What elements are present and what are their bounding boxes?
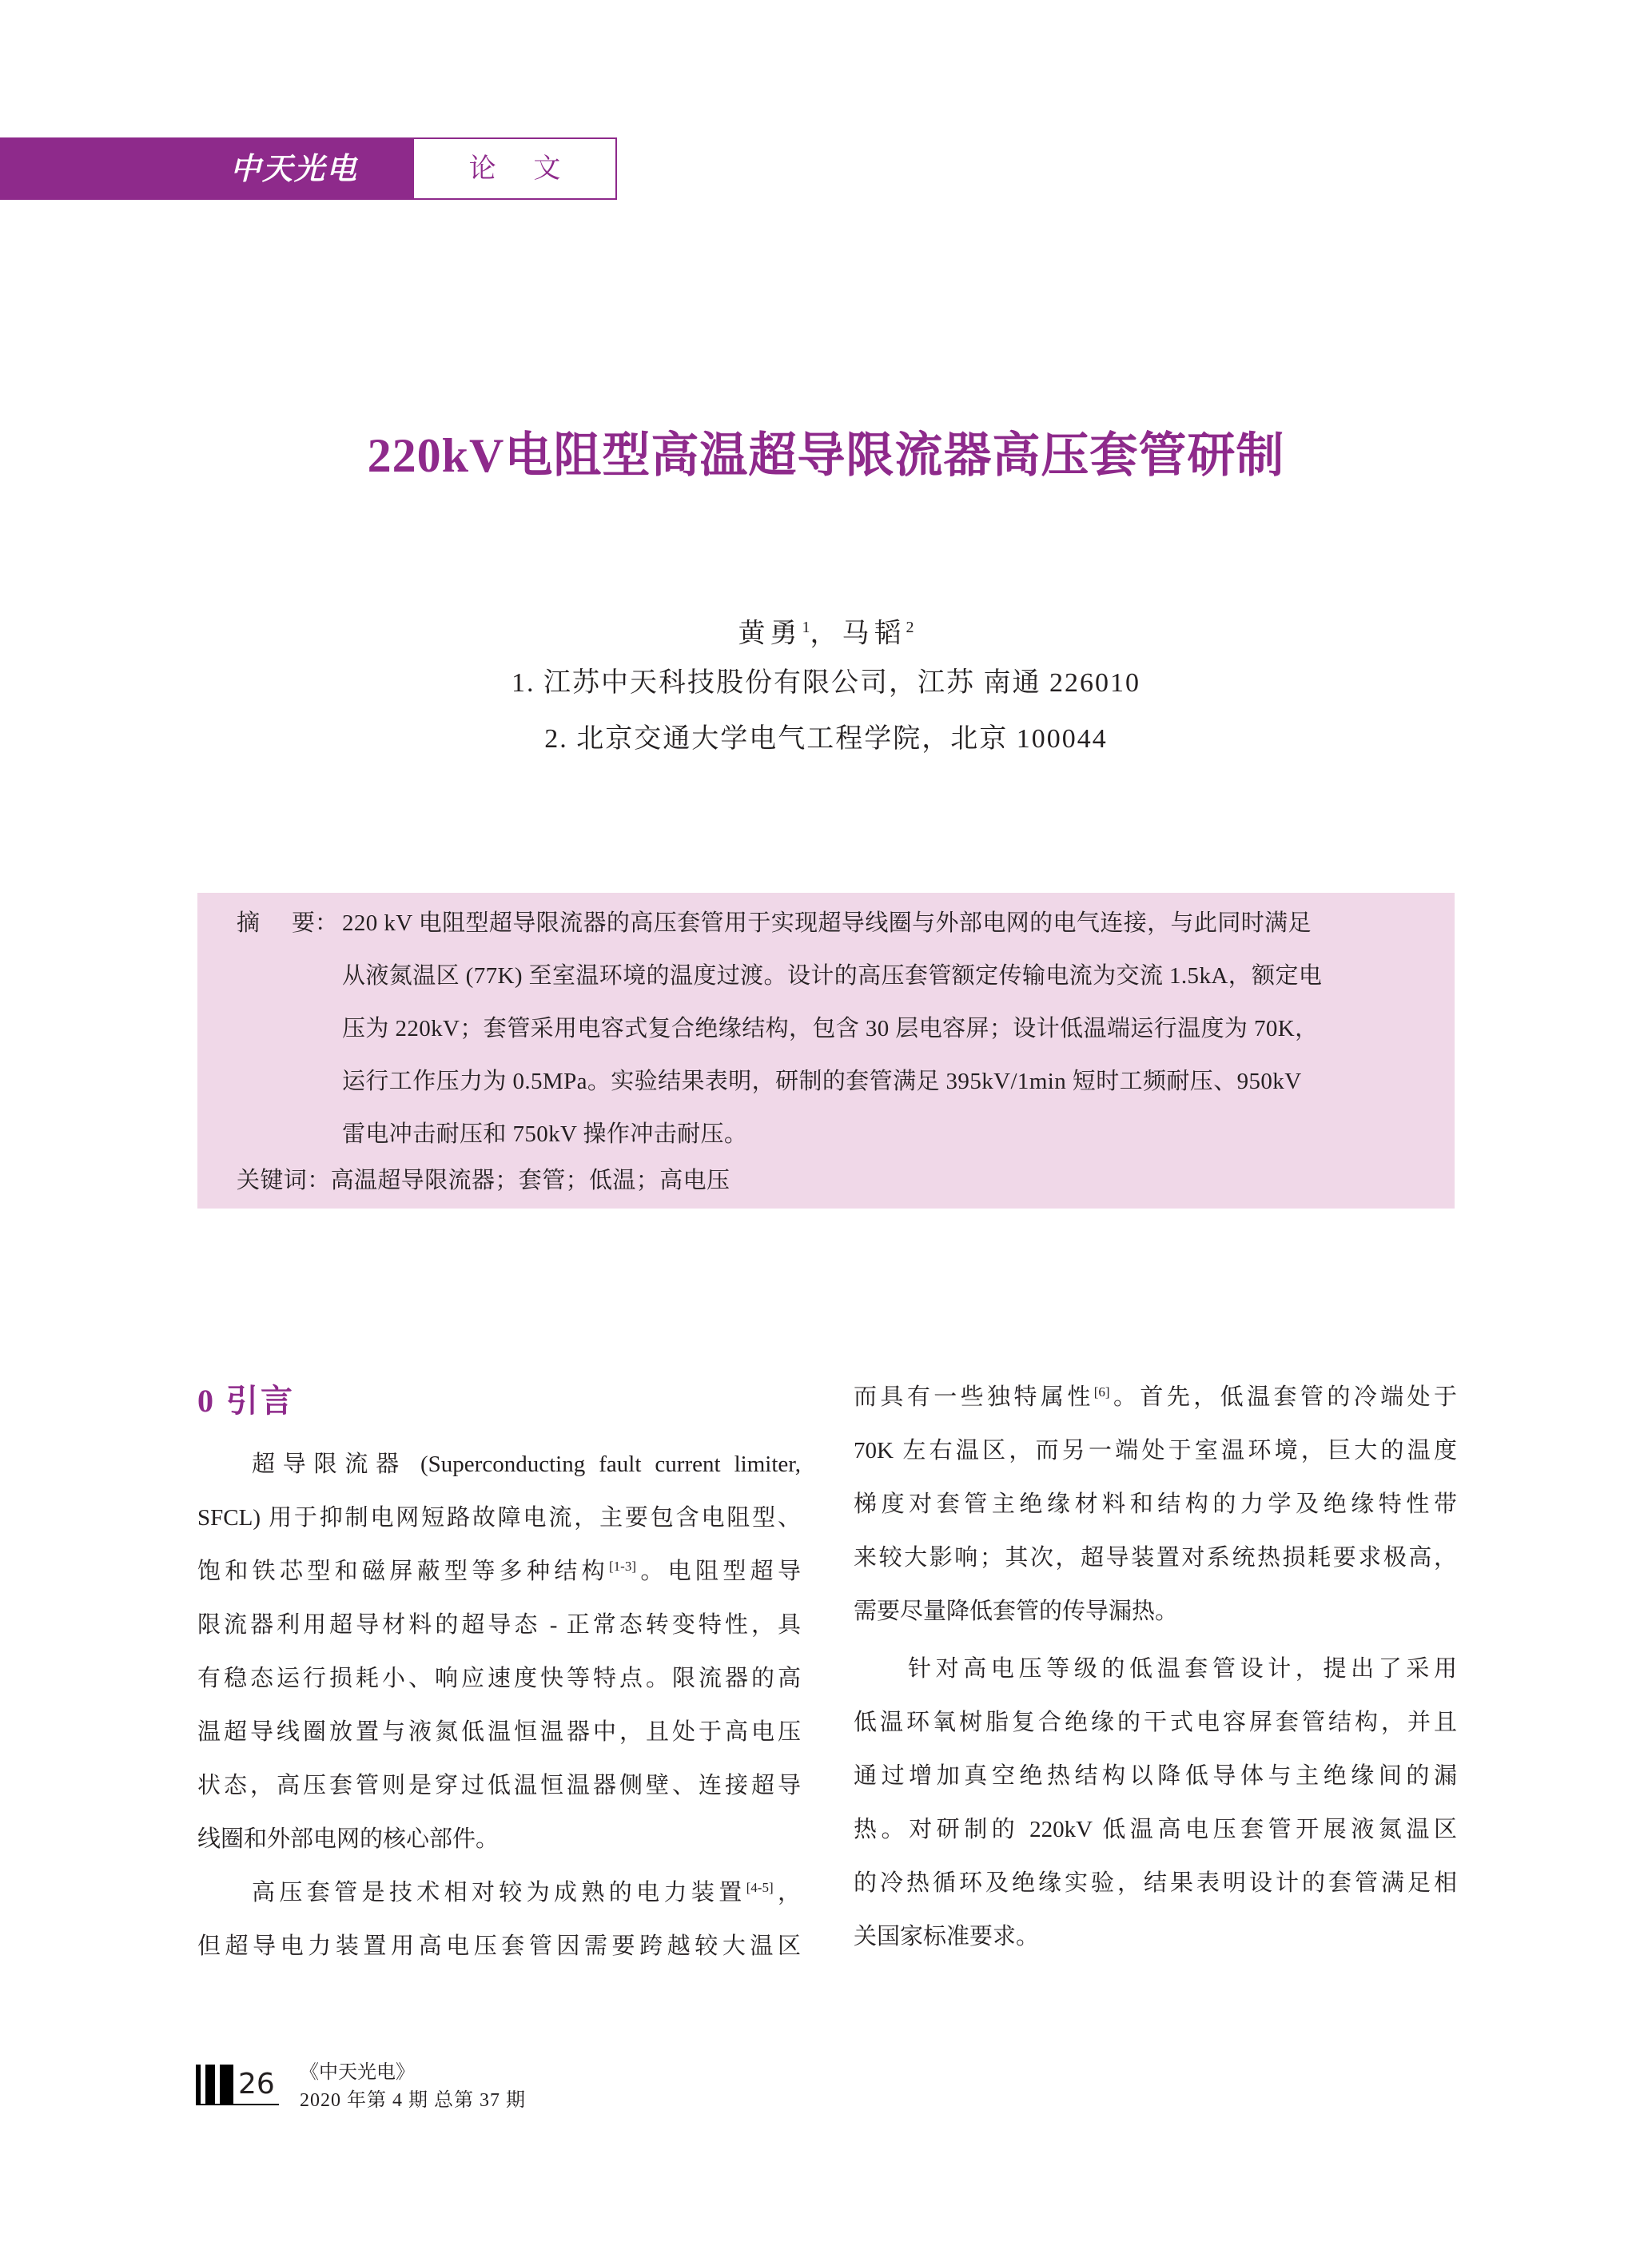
keywords-text: 高温超导限流器；套管；低温；高电压: [330, 1168, 730, 1193]
author-affiliation-sup: 2: [906, 619, 914, 636]
body-line: 温超导线圈放置与液氮低温恒温器中，且处于高电压: [197, 1719, 801, 1745]
section-heading: 0 引言: [197, 1383, 295, 1419]
abstract-label-b: 要：: [292, 910, 339, 936]
body-line: 限流器利用超导材料的超导态 - 正常态转变特性，具: [197, 1612, 801, 1638]
abstract-line: 雷电冲击耐压和 750kV 操作冲击耐压。: [342, 1121, 748, 1147]
keywords-label: 关键词：: [237, 1168, 331, 1193]
authors: [0, 607, 1652, 654]
body-text: 高压套管是技术相对较为成熟的电力装置: [252, 1880, 746, 1906]
body-line: [197, 1555, 801, 1587]
body-line: [197, 1877, 801, 1909]
keywords: [237, 1165, 730, 1197]
section-tag: [412, 137, 617, 200]
body-text: 。电阻型超导: [635, 1559, 801, 1584]
body-line: 来较大影响；其次，超导装置对系统热损耗要求极高，: [854, 1545, 1457, 1571]
abstract-line: 220 kV 电阻型超导限流器的高压套管用于实现超导线圈与外部电网的电气连接，与此同时满足: [342, 910, 1312, 936]
citation: [4-5]: [746, 1880, 774, 1895]
journal-name: 《中天光电》: [300, 2062, 415, 2083]
body-line: [854, 1381, 1457, 1413]
issue-info: 2020 年第 4 期 总第 37 期: [300, 2090, 526, 2111]
abstract-label: [237, 907, 338, 939]
abstract-box: [197, 893, 1455, 1209]
body-line: 通过增加真空绝热结构以降低导体与主绝缘间的漏: [854, 1763, 1457, 1789]
author-name: 马韬: [842, 619, 906, 649]
affiliation: 2. 北京交通大学电气工程学院，北京 100044: [544, 724, 1108, 754]
body-text: 而具有一些独特属性: [854, 1384, 1094, 1410]
body-line: 但超导电力装置用高电压套管因需要跨越较大温区: [197, 1933, 801, 1959]
body-line: 70K 左右温区，而另一端处于室温环境，巨大的温度: [854, 1438, 1457, 1463]
citation: [1-3]: [609, 1559, 636, 1574]
body-line: 状态，高压套管则是穿过低温恒温器侧壁、连接超导: [197, 1773, 801, 1798]
body-line: 低温环氧树脂复合绝缘的干式电容屏套管结构，并且: [854, 1710, 1457, 1735]
author-separator: ，: [810, 619, 842, 649]
author-name: 黄勇: [738, 619, 802, 649]
footer-rule: [196, 2104, 279, 2105]
author-affiliation-sup: 1: [802, 619, 810, 636]
abstract-line: 压为 220kV；套管采用电容式复合绝缘结构，包含 30 层电容屏；设计低温端运行温度为 70K，: [342, 1016, 1319, 1041]
body-line: 有稳态运行损耗小、响应速度快等特点。限流器的高: [197, 1666, 801, 1691]
journal-logo: 中天光电: [230, 150, 359, 186]
body-line: 关国家标准要求。: [854, 1924, 1040, 1949]
affiliation: 1. 江苏中天科技股份有限公司，江苏 南通 226010: [512, 668, 1140, 698]
paper-title: 220kV电阻型高温超导限流器高压套管研制: [367, 429, 1285, 482]
body-line: 针对高电压等级的低温套管设计，提出了采用: [908, 1656, 1457, 1682]
body-line: 梯度对套管主绝缘材料和结构的力学及绝缘特性带: [854, 1491, 1457, 1517]
body-line: 超导限流器 (Superconducting fault current limiter,: [252, 1452, 801, 1477]
body-text: 。首先，低温套管的冷端处于: [1109, 1384, 1457, 1410]
abstract-line: 从液氮温区 (77K) 至室温环境的温度过渡。设计的高压套管额定传输电流为交流 1.5kA，额定电: [342, 963, 1323, 989]
body-text: 饱和铁芯型和磁屏蔽型等多种结构: [197, 1559, 609, 1584]
abstract-label-a: 摘: [237, 910, 261, 936]
section-tag-label: 论 文: [468, 153, 575, 185]
body-line: SFCL) 用于抑制电网短路故障电流，主要包含电阻型、: [197, 1505, 801, 1531]
body-line: 需要尽量降低套管的传导漏热。: [854, 1599, 1179, 1624]
abstract-line: 运行工作压力为 0.5MPa。实验结果表明，研制的套管满足 395kV/1min 短时工频耐压、950kV: [342, 1069, 1302, 1094]
citation: [6]: [1093, 1384, 1110, 1400]
body-text: ，: [773, 1880, 801, 1906]
body-line: 的冷热循环及绝缘实验，结果表明设计的套管满足相: [854, 1870, 1457, 1896]
body-line: 热。对研制的 220kV 低温高电压套管开展液氮温区: [854, 1817, 1457, 1842]
page-number: 26: [238, 2068, 275, 2101]
body-line: 线圈和外部电网的核心部件。: [197, 1826, 500, 1852]
